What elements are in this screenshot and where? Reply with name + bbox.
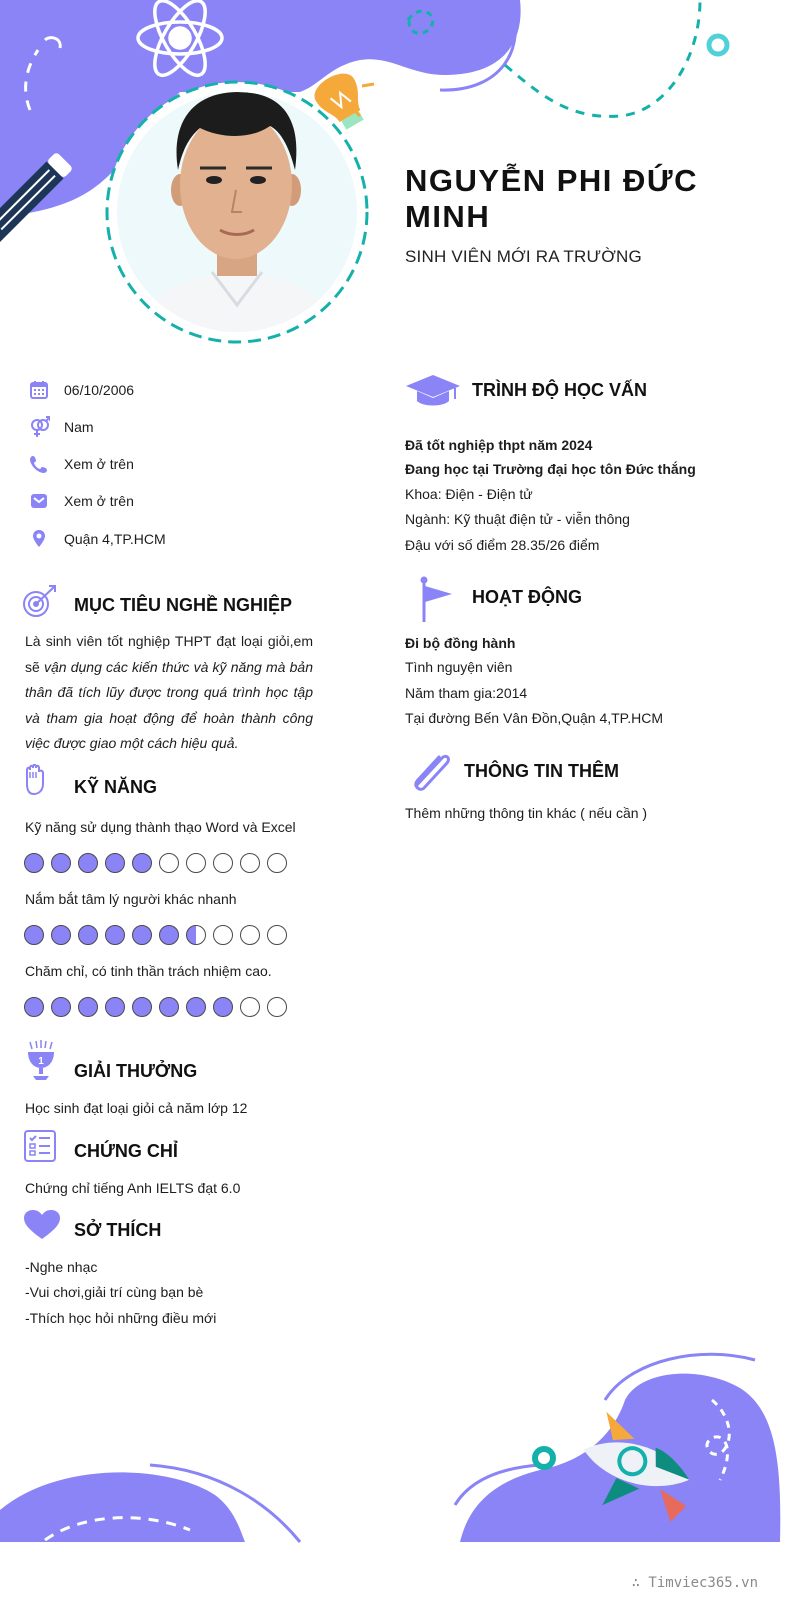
objective-title: MỤC TIÊU NGHỀ NGHIỆP — [74, 595, 293, 615]
contact-address — [28, 527, 166, 551]
rating-dot — [240, 997, 260, 1017]
hobby-item: -Vui chơi,giải trí cùng bạn bè — [25, 1284, 204, 1300]
svg-text:1: 1 — [38, 1056, 44, 1067]
hobby-item: -Nghe nhạc — [25, 1259, 98, 1275]
paperclip-icon — [408, 748, 452, 792]
rating-dot — [105, 853, 125, 873]
hobby-item: -Thích học hỏi những điều mới — [25, 1310, 217, 1326]
activity-line: Đi bộ đồng hành — [405, 635, 516, 651]
brand-watermark: ∴ Timviec365.vn — [631, 1575, 758, 1591]
activity-line: Tình nguyện viên — [405, 659, 513, 675]
phone-value: Xem ở trên — [64, 456, 134, 472]
hobbies-title: SỞ THÍCH — [74, 1220, 162, 1240]
skill-2-name: Nắm bắt tâm lý người khác nhanh — [25, 891, 237, 907]
skill-3-name: Chăm chỉ, có tinh thần trách nhiệm cao. — [25, 963, 272, 979]
rating-dot — [213, 997, 233, 1017]
rating-dot — [24, 853, 44, 873]
job-title: SINH VIÊN MỚI RA TRƯỜNG — [405, 247, 642, 266]
rating-dot — [78, 853, 98, 873]
rating-dot — [159, 925, 179, 945]
education-line: Ngành: Kỹ thuật điện tử - viễn thông — [405, 511, 630, 527]
calendar-icon — [28, 379, 50, 401]
activities-title: HOẠT ĐỘNG — [472, 587, 582, 607]
target-icon — [22, 584, 58, 618]
rating-dot — [240, 853, 260, 873]
awards-title: GIẢI THƯỞNG — [74, 1061, 198, 1081]
rating-dot — [105, 997, 125, 1017]
rating-dot — [186, 925, 206, 945]
rating-dot — [78, 925, 98, 945]
contact-email — [28, 489, 134, 513]
education-line: Khoa: Điện - Điện tử — [405, 486, 533, 502]
rating-dot — [186, 853, 206, 873]
rating-dot — [24, 997, 44, 1017]
activity-line: Tại đường Bến Vân Đồn,Quận 4,TP.HCM — [405, 710, 663, 726]
contact-birthday — [28, 378, 135, 402]
rating-dot — [132, 925, 152, 945]
flag-icon — [412, 576, 456, 624]
graduation-cap-icon — [405, 373, 461, 409]
rating-dot — [267, 853, 287, 873]
email-value: Xem ở trên — [64, 493, 134, 509]
rating-dot — [51, 925, 71, 945]
contact-gender — [28, 415, 94, 439]
rating-dot — [159, 997, 179, 1017]
rating-dot — [213, 925, 233, 945]
rating-dot — [240, 925, 260, 945]
heart-icon — [23, 1209, 61, 1241]
skills-title: KỸ NĂNG — [74, 777, 158, 797]
rating-dot — [186, 997, 206, 1017]
contact-phone — [28, 452, 134, 476]
rating-dot — [159, 853, 179, 873]
checklist-icon — [24, 1130, 56, 1162]
rating-dot — [105, 925, 125, 945]
raised-fist-icon — [24, 764, 48, 798]
email-icon — [28, 490, 50, 512]
skill-3-rating — [24, 997, 287, 1017]
rating-dot — [24, 925, 44, 945]
education-line: Đã tốt nghiệp thpt năm 2024 — [405, 437, 593, 453]
birthday-value: 06/10/2006 — [64, 382, 135, 398]
objective-text: Là sinh viên tốt nghiệp THPT đạt loại giỏi,em sẽ vận dụng các kiến thức và kỹ năng mà bản thân đã tích lũy được trong quá trình học tập và tham gia hoạt động để hoàn thành công việc được giao một cách hiệu quả. — [25, 633, 313, 751]
skill-1-rating — [24, 853, 287, 873]
certificates-title: CHỨNG CHỈ — [74, 1141, 178, 1161]
rating-dot — [51, 997, 71, 1017]
skill-2-rating — [24, 925, 287, 945]
certificates-text: Chứng chỉ tiếng Anh IELTS đạt 6.0 — [25, 1180, 241, 1196]
education-title: TRÌNH ĐỘ HỌC VẤN — [472, 380, 647, 400]
rating-dot — [213, 853, 233, 873]
rating-dot — [78, 997, 98, 1017]
rating-dot — [132, 853, 152, 873]
education-line: Đang học tại Trường đại học tôn Đức thắng — [405, 461, 696, 477]
candidate-name: NGUYỄN PHI ĐỨC MINH — [405, 163, 699, 234]
address-value: Quận 4,TP.HCM — [64, 531, 166, 547]
awards-text: Học sinh đạt loại giỏi cả năm lớp 12 — [25, 1100, 248, 1116]
rating-dot — [51, 853, 71, 873]
location-pin-icon — [28, 528, 50, 550]
rating-dot — [267, 925, 287, 945]
trophy-icon — [24, 1040, 58, 1082]
rating-dot — [132, 997, 152, 1017]
skill-1-name: Kỹ năng sử dụng thành thạo Word và Excel — [25, 819, 296, 835]
phone-icon — [28, 453, 50, 475]
rocket-icon — [0, 1340, 800, 1597]
extra-info-title: THÔNG TIN THÊM — [464, 761, 619, 781]
gender-value: Nam — [64, 419, 94, 435]
activity-line: Năm tham gia:2014 — [405, 685, 528, 701]
rating-dot — [267, 997, 287, 1017]
extra-info-text: Thêm những thông tin khác ( nếu cần ) — [405, 805, 648, 821]
gender-icon — [28, 416, 50, 438]
education-line: Đậu với số điểm 28.35/26 điểm — [405, 537, 600, 553]
